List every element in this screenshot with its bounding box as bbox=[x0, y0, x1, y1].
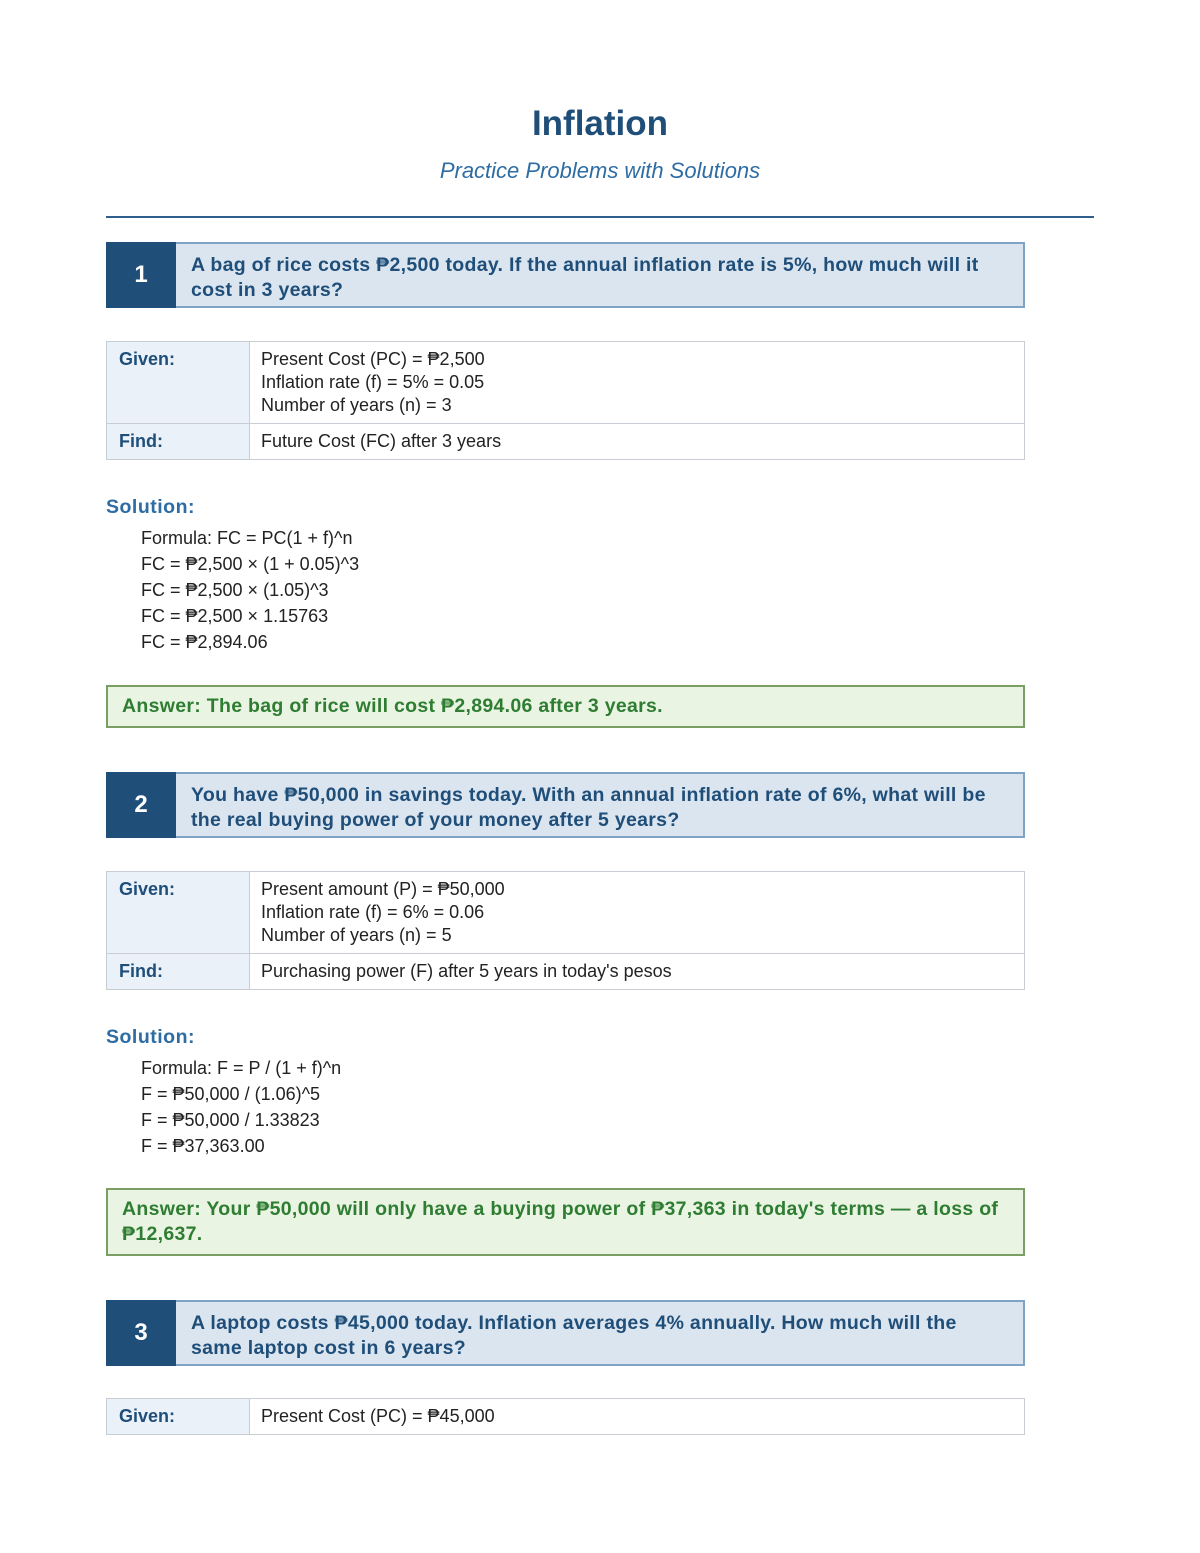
problem-question: A bag of rice costs ₱2,500 today. If the annual inflation rate is 5%, how much will it cost in 3 years? bbox=[176, 242, 1025, 308]
given-item: Present amount (P) = ₱50,000 bbox=[261, 879, 505, 899]
solution-step: FC = ₱2,500 × (1 + 0.05)^3 bbox=[141, 554, 360, 574]
problem-1-answer-box bbox=[106, 685, 1025, 728]
given-values bbox=[250, 1399, 1025, 1435]
problem-1-given-find-table bbox=[106, 341, 1025, 460]
problem-1-solution-steps bbox=[141, 525, 359, 655]
find-value: Purchasing power (F) after 5 years in today's pesos bbox=[250, 954, 1025, 990]
given-item: Number of years (n) = 5 bbox=[261, 925, 452, 945]
problem-number-badge: 1 bbox=[106, 242, 176, 308]
solution-label: Solution: bbox=[106, 496, 195, 518]
problem-question: A laptop costs ₱45,000 today. Inflation averages 4% annually. How much will the same laptop cost in 6 years? bbox=[176, 1300, 1025, 1366]
solution-step: F = ₱50,000 / 1.33823 bbox=[141, 1110, 320, 1130]
solution-step: Formula: F = P / (1 + f)^n bbox=[141, 1058, 342, 1078]
find-value: Future Cost (FC) after 3 years bbox=[250, 424, 1025, 460]
given-row bbox=[107, 1399, 1025, 1435]
solution-step: FC = ₱2,894.06 bbox=[141, 632, 268, 652]
problem-2-solution-steps bbox=[141, 1055, 341, 1159]
answer-text: Your ₱50,000 will only have a buying power of ₱37,363 in today's terms — a loss of ₱12,637. bbox=[122, 1198, 999, 1245]
given-row bbox=[107, 342, 1025, 424]
solution-label: Solution: bbox=[106, 1026, 195, 1048]
given-item: Present Cost (PC) = ₱2,500 bbox=[261, 349, 485, 369]
given-row bbox=[107, 872, 1025, 954]
page-subtitle: Practice Problems with Solutions bbox=[439, 158, 761, 183]
given-item: Number of years (n) = 3 bbox=[261, 395, 452, 415]
solution-step: FC = ₱2,500 × 1.15763 bbox=[141, 606, 329, 626]
given-item: Inflation rate (f) = 6% = 0.06 bbox=[261, 902, 485, 922]
solution-step: F = ₱50,000 / (1.06)^5 bbox=[141, 1084, 321, 1104]
answer-prefix: Answer: bbox=[122, 1198, 202, 1220]
answer-prefix: Answer: bbox=[122, 695, 202, 717]
page-title: Inflation bbox=[531, 104, 669, 143]
problem-question: You have ₱50,000 in savings today. With an annual inflation rate of 6%, what will be the real buying power of your money after 5 years? bbox=[176, 772, 1025, 838]
find-row bbox=[107, 424, 1025, 460]
solution-step: F = ₱37,363.00 bbox=[141, 1136, 265, 1156]
solution-step: FC = ₱2,500 × (1.05)^3 bbox=[141, 580, 329, 600]
given-item: Present Cost (PC) = ₱45,000 bbox=[261, 1406, 495, 1426]
problem-2-answer-box bbox=[106, 1188, 1025, 1256]
given-item: Inflation rate (f) = 5% = 0.05 bbox=[261, 372, 485, 392]
given-label: Given: bbox=[107, 342, 250, 424]
problem-3-given-find-table bbox=[106, 1398, 1025, 1435]
find-row bbox=[107, 954, 1025, 990]
find-label: Find: bbox=[107, 954, 250, 990]
problem-number-badge: 3 bbox=[106, 1300, 176, 1366]
given-values bbox=[250, 342, 1025, 424]
given-label: Given: bbox=[107, 872, 250, 954]
problem-2-given-find-table bbox=[106, 871, 1025, 990]
answer-text: The bag of rice will cost ₱2,894.06 after 3 years. bbox=[206, 695, 663, 717]
problem-1-header bbox=[106, 242, 1025, 308]
problem-3-header bbox=[106, 1300, 1025, 1366]
find-label: Find: bbox=[107, 424, 250, 460]
given-label: Given: bbox=[107, 1399, 250, 1435]
solution-step: Formula: FC = PC(1 + f)^n bbox=[141, 528, 353, 548]
given-values bbox=[250, 872, 1025, 954]
problem-number-badge: 2 bbox=[106, 772, 176, 838]
problem-2-header bbox=[106, 772, 1025, 838]
header-divider bbox=[106, 216, 1094, 218]
